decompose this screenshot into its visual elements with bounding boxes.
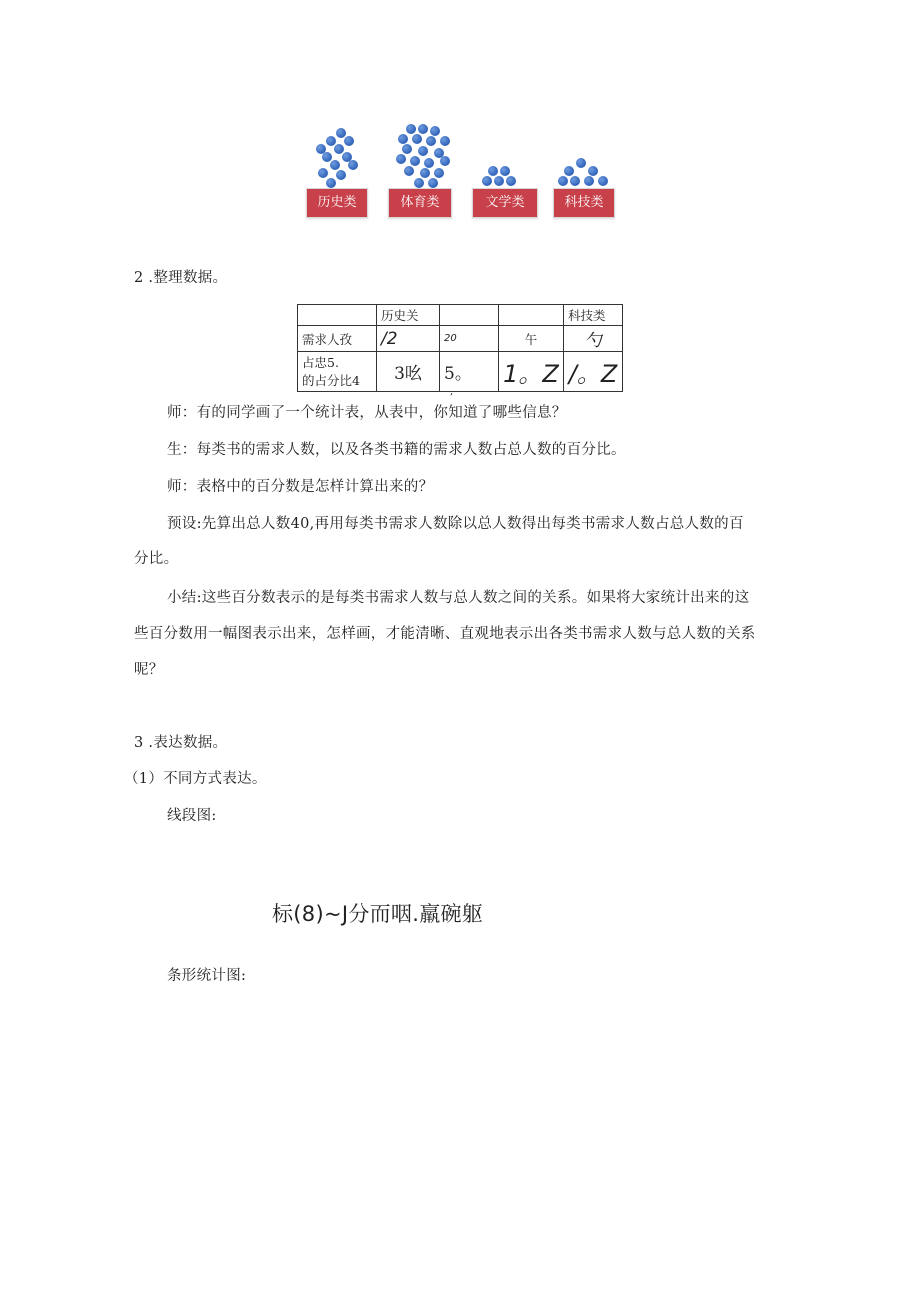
dot-marker bbox=[500, 166, 510, 176]
summary-line-3: 呢？ bbox=[134, 662, 164, 678]
dot-marker bbox=[330, 160, 340, 170]
table-cell bbox=[298, 352, 377, 392]
category-label-sports: 体育类 bbox=[388, 188, 452, 218]
cell-mark: , bbox=[450, 386, 454, 397]
dot-marker bbox=[348, 160, 358, 170]
table-header-row bbox=[298, 305, 623, 326]
preset-answer-line-2: 分比。 bbox=[134, 551, 179, 567]
dot-marker bbox=[318, 168, 328, 178]
dot-marker bbox=[564, 166, 574, 176]
table-cell: 需求人孜 bbox=[298, 326, 377, 352]
dot-marker bbox=[404, 166, 414, 176]
table-row bbox=[298, 352, 623, 392]
preset-answer-line-1: 预设:先算出总人数40,再用每类书需求人数除以总人数得出每类书需求人数占总人数的百 bbox=[167, 516, 744, 532]
table-cell bbox=[499, 305, 564, 326]
dot-marker bbox=[588, 166, 598, 176]
dot-marker bbox=[488, 166, 498, 176]
dot-marker bbox=[558, 176, 568, 186]
dot-marker bbox=[410, 156, 420, 166]
table-cell: 1。Z bbox=[499, 352, 564, 392]
garbled-figure-text: 标(8)~J分而咽.羸碗躯 bbox=[272, 902, 484, 926]
dot-marker bbox=[398, 134, 408, 144]
table-cell: 科技类 bbox=[564, 305, 623, 326]
table-cell bbox=[440, 352, 499, 397]
section-3-heading: 3 .表达数据。 bbox=[134, 735, 228, 751]
summary-line-1: 小结:这些百分数表示的是每类书需求人数与总人数之间的关系。如果将大家统计出来的这 bbox=[167, 590, 750, 606]
subsection-1-heading: （1）不同方式表达。 bbox=[124, 771, 267, 787]
dot-marker bbox=[482, 176, 492, 186]
table-cell: 午 bbox=[499, 326, 564, 352]
dot-marker bbox=[428, 178, 438, 188]
student-answer: 生：每类书的需求人数，以及各类书籍的需求人数占总人数的百分比。 bbox=[167, 442, 626, 458]
cell-value: 5。 bbox=[444, 364, 472, 384]
dot-marker bbox=[430, 126, 440, 136]
summary-line-2: 些百分数用一幅图表示出来，怎样画，才能清晰、直观地表示出各类书需求人数与总人数的关系 bbox=[134, 626, 756, 642]
dot-marker bbox=[434, 168, 444, 178]
line-chart-label: 线段图: bbox=[167, 808, 217, 824]
dot-marker bbox=[414, 178, 424, 188]
dot-marker bbox=[336, 170, 346, 180]
section-2-heading: 2 .整理数据。 bbox=[134, 270, 228, 286]
dot-marker bbox=[440, 136, 450, 146]
category-label-literature: 文学类 bbox=[472, 188, 538, 218]
dot-marker bbox=[418, 146, 428, 156]
dot-marker bbox=[420, 168, 430, 178]
dot-marker bbox=[326, 178, 336, 188]
dot-marker bbox=[440, 156, 450, 166]
dot-marker bbox=[426, 136, 436, 146]
table-cell: 3吆 bbox=[377, 352, 440, 392]
category-label-history: 历史类 bbox=[306, 188, 368, 218]
teacher-question-2: 师：表格中的百分数是怎样计算出来的？ bbox=[167, 479, 434, 495]
row-label-line: 占忠5. bbox=[302, 354, 339, 370]
bar-chart-label: 条形统计图: bbox=[167, 968, 247, 984]
dot-marker bbox=[598, 176, 608, 186]
table-cell bbox=[298, 305, 377, 326]
dot-marker bbox=[396, 154, 406, 164]
data-table bbox=[297, 304, 623, 397]
dot-marker bbox=[412, 134, 422, 144]
table-cell: /。Z bbox=[564, 352, 623, 392]
category-label-technology: 科技类 bbox=[553, 188, 615, 218]
dot-marker bbox=[584, 176, 594, 186]
dot-marker bbox=[344, 136, 354, 146]
dot-marker bbox=[424, 158, 434, 168]
table-cell: 20 bbox=[440, 326, 499, 352]
table-row bbox=[298, 326, 623, 352]
dot-marker bbox=[576, 158, 586, 168]
dot-marker bbox=[402, 144, 412, 154]
dot-clusters bbox=[300, 118, 630, 188]
table-cell bbox=[440, 305, 499, 326]
dot-marker bbox=[494, 176, 504, 186]
table-cell: 勺 bbox=[564, 326, 623, 352]
dot-marker bbox=[506, 176, 516, 186]
dot-marker bbox=[418, 124, 428, 134]
table-cell: 历史关 bbox=[377, 305, 440, 326]
dot-marker bbox=[570, 176, 580, 186]
table-cell: /2 bbox=[377, 326, 440, 352]
teacher-question-1: 师：有的同学画了一个统计表，从表中，你知道了哪些信息？ bbox=[167, 405, 567, 421]
row-label-line: 的占分比4 bbox=[302, 372, 360, 388]
dot-marker bbox=[406, 124, 416, 134]
